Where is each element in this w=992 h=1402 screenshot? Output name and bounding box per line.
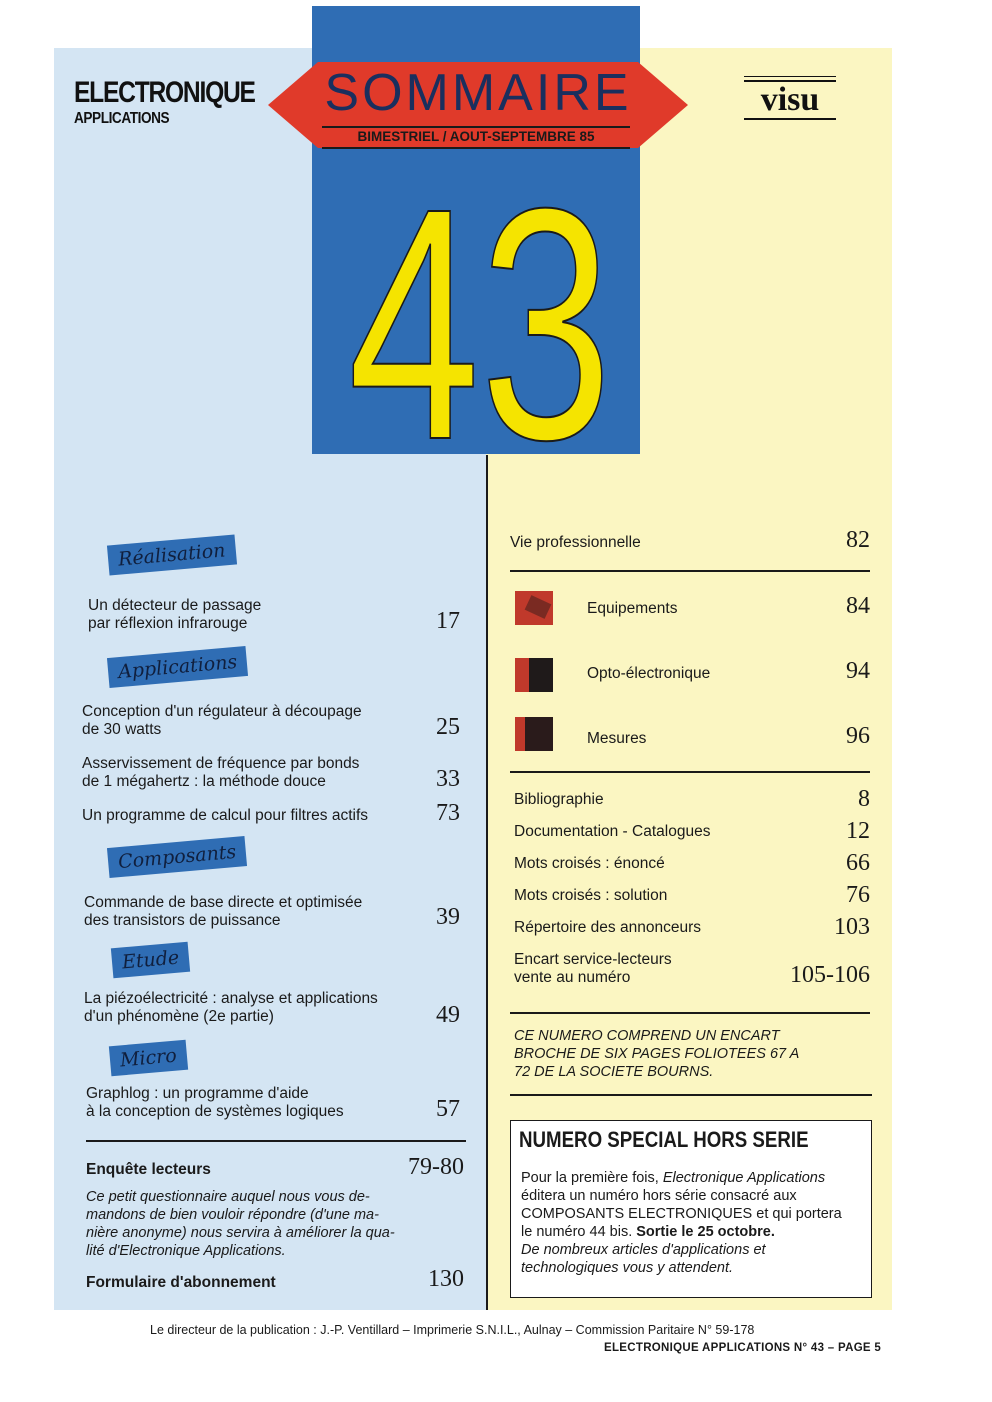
sommaire-title: SOMMAIRE <box>324 64 632 122</box>
page-number: 82 <box>846 527 870 553</box>
special-line <box>521 1223 866 1241</box>
tag-realisation <box>108 540 236 570</box>
enquete-line: nière anonyme) nous servira à améliorer la qua- <box>86 1225 395 1241</box>
enquete-description <box>86 1188 416 1260</box>
center-divider <box>486 455 488 1310</box>
list-item <box>82 703 362 739</box>
page-number: 12 <box>846 818 870 844</box>
page-number: 130 <box>428 1266 464 1292</box>
tag-applications <box>108 652 247 682</box>
special-issue-box <box>510 1120 872 1298</box>
item-title: de 1 mégahertz : la méthode douce <box>82 773 326 790</box>
tag-composants <box>108 842 246 872</box>
icon-item-title: Opto-électronique <box>587 665 711 682</box>
notice-line: CE NUMERO COMPREND UN ENCART <box>514 1028 780 1044</box>
icon-item-title: Equipements <box>587 600 678 617</box>
list-item-title: Encart service-lecteurs <box>514 951 672 968</box>
list-item-title: Documentation - Catalogues <box>514 823 711 840</box>
special-body <box>521 1169 866 1277</box>
issue-number <box>300 150 660 450</box>
brand-logo-sub: APPLICATIONS <box>74 110 170 127</box>
list-item <box>514 951 672 987</box>
special-line: De nombreux articles d'applications et <box>521 1242 766 1258</box>
list-item <box>88 597 261 633</box>
enquete-line: lité d'Electronique Applications. <box>86 1243 286 1259</box>
item-title: Conception d'un régulateur à découpage <box>82 703 362 720</box>
section-tag: Réalisation <box>107 535 237 576</box>
item-title: à la conception de systèmes logiques <box>86 1103 344 1120</box>
item-title: d'un phénomène (2e partie) <box>84 1008 274 1025</box>
item-title: Commande de base directe et optimisée <box>84 894 363 911</box>
list-item-title: Mots croisés : énoncé <box>514 855 665 872</box>
list-item-title: vente au numéro <box>514 969 631 986</box>
brand-logo: ELECTRONIQUE <box>74 76 255 109</box>
page-number: 103 <box>834 914 870 940</box>
tag-etude <box>112 945 189 975</box>
equipment-photo-icon <box>515 591 553 625</box>
page-reference: ELECTRONIQUE APPLICATIONS N° 43 – PAGE 5 <box>604 1342 882 1354</box>
page-number: 105-106 <box>790 962 870 988</box>
page-number: 96 <box>846 723 870 749</box>
special-text: Sortie le 25 octobre. <box>636 1224 775 1240</box>
section-divider <box>510 570 870 572</box>
item-title: par réflexion infrarouge <box>88 615 248 632</box>
page-number: 8 <box>858 786 870 812</box>
list-item <box>82 755 359 791</box>
section-divider <box>86 1140 466 1142</box>
list-item-title: Mots croisés : solution <box>514 887 668 904</box>
page-number: 25 <box>436 714 460 740</box>
section-tag: Micro <box>109 1040 188 1077</box>
page-number: 73 <box>436 800 460 826</box>
special-text: le numéro 44 bis. <box>521 1224 637 1240</box>
icon-item-title: Mesures <box>587 730 647 747</box>
subtitle-rule-bottom <box>322 147 630 149</box>
item-title: de 30 watts <box>82 721 162 738</box>
page-number: 76 <box>846 882 870 908</box>
item-title: La piézoélectricité : analyse et applications <box>84 990 378 1007</box>
list-item <box>82 807 368 825</box>
enquete-title: Enquête lecteurs <box>86 1161 211 1178</box>
measure-photo-icon <box>515 717 553 751</box>
item-title: Graphlog : un programme d'aide <box>86 1085 309 1102</box>
section-divider <box>510 1094 872 1096</box>
page-number: 39 <box>436 904 460 930</box>
notice-line: BROCHE DE SIX PAGES FOLIOTEES 67 A <box>514 1046 800 1062</box>
page-number: 66 <box>846 850 870 876</box>
special-line <box>521 1169 866 1187</box>
tag-micro <box>110 1043 187 1073</box>
special-text: Pour la première fois, <box>521 1170 663 1186</box>
special-line: COMPOSANTS ELECTRONIQUES et qui portera <box>521 1206 842 1222</box>
section-tag: Etude <box>111 942 190 979</box>
section-divider <box>510 1012 870 1014</box>
page-number: 84 <box>846 593 870 619</box>
item-title: Asservissement de fréquence par bonds <box>82 755 360 772</box>
page-number: 49 <box>436 1002 460 1028</box>
page-number: 17 <box>436 608 460 634</box>
item-title: Un programme de calcul pour filtres actifs <box>82 807 369 824</box>
item-title: Un détecteur de passage <box>88 597 262 614</box>
enquete-line: Ce petit questionnaire auquel nous vous de- <box>86 1189 370 1205</box>
issue-number-text: 43 <box>347 150 613 450</box>
page-number: 57 <box>436 1096 460 1122</box>
page-number: 33 <box>436 766 460 792</box>
special-title: NUMERO SPECIAL HORS SERIE <box>519 1127 809 1152</box>
item-title: des transistors de puissance <box>84 912 281 929</box>
notice-line: 72 DE LA SOCIETE BOURNS. <box>514 1064 714 1080</box>
bourns-notice <box>514 1027 799 1081</box>
formulaire-title: Formulaire d'abonnement <box>86 1274 276 1291</box>
opto-photo-icon <box>515 658 553 692</box>
page-number: 79-80 <box>408 1154 464 1180</box>
issue-period: BIMESTRIEL / AOUT-SEPTEMBRE 85 <box>357 129 595 144</box>
special-text: Electronique Applications <box>662 1170 826 1186</box>
vie-title: Vie professionnelle <box>510 534 641 551</box>
list-item-title: Bibliographie <box>514 791 604 808</box>
list-item <box>84 990 378 1026</box>
enquete-line: mandons de bien vouloir répondre (d'une ma- <box>86 1207 379 1223</box>
list-item <box>84 894 362 930</box>
page-number: 94 <box>846 658 870 684</box>
section-tag: Applications <box>107 646 248 688</box>
special-line: éditera un numéro hors série consacré aux <box>521 1188 797 1204</box>
section-tag: Composants <box>107 836 247 878</box>
list-item <box>86 1085 344 1121</box>
section-divider <box>510 771 870 773</box>
visu-logo: visu <box>744 80 836 120</box>
publication-credits: Le directeur de la publication : J.-P. Ventillard – Imprimerie S.N.I.L., Aulnay – Commission Paritaire N° 59-178 <box>150 1323 755 1337</box>
list-item-title: Répertoire des annonceurs <box>514 919 701 936</box>
special-line: technologiques vous y attendent. <box>521 1260 734 1276</box>
